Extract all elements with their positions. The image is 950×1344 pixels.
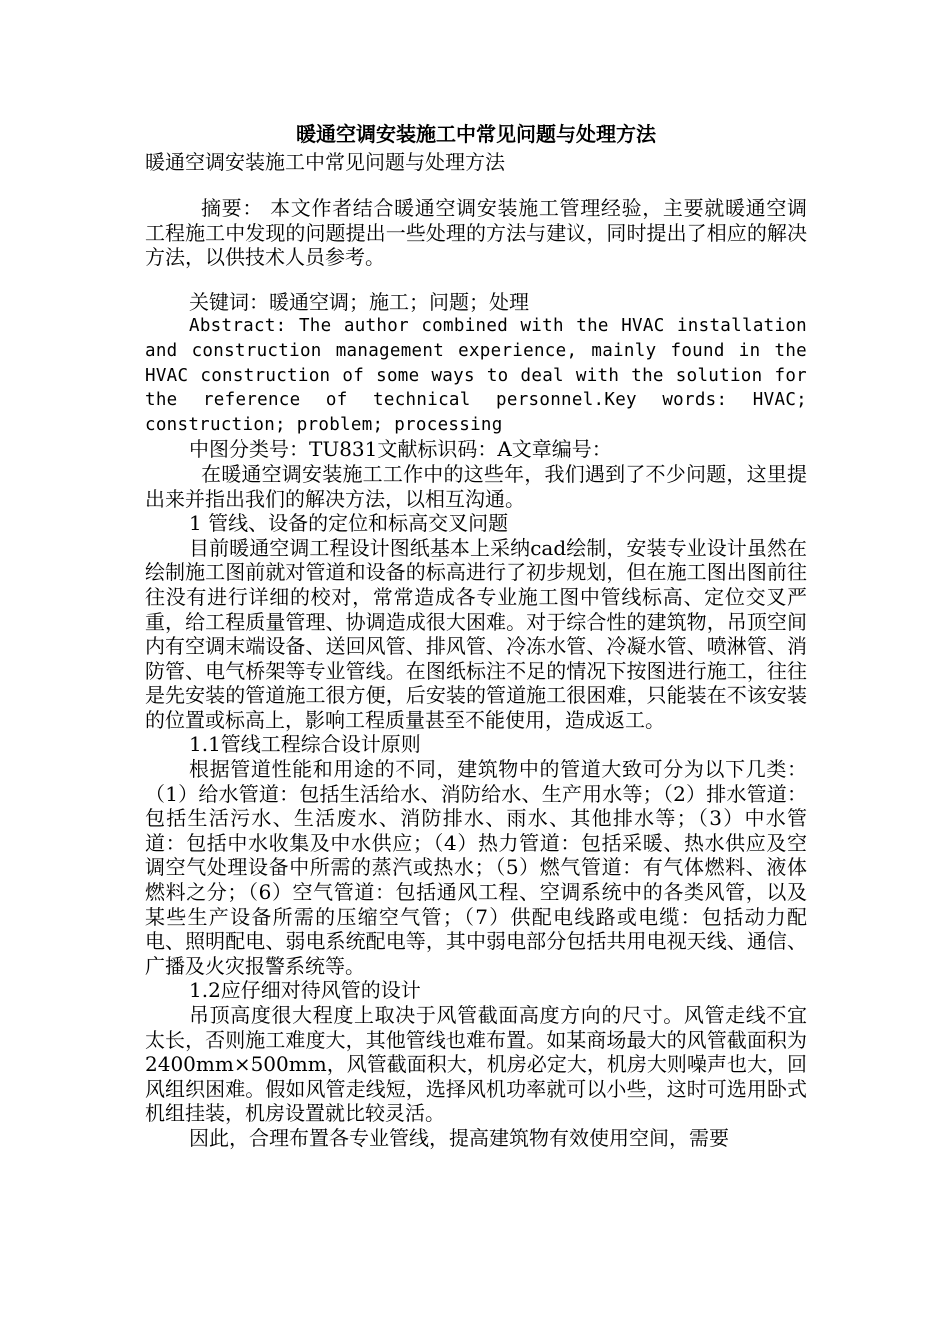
section-1-heading: 1 管线、设备的定位和标高交叉问题 [189, 511, 509, 536]
document-title: 暖通空调安装施工中常见问题与处理方法 [296, 122, 656, 146]
intro-paragraph: 在暖通空调安装施工工作中的这些年，我们遇到了不少问题，这里提出来并指出我们的解决方法，以相互沟通。 [145, 461, 807, 511]
section-1-2-heading: 1.2应仔细对待风管的设计 [189, 978, 421, 1003]
section-1-1-body: 根据管道性能和用途的不同，建筑物中的管道大致可分为以下几类：（1）给水管道：包括生活给水、消防给水、生产用水等；（2）排水管道：包括生活污水、生活废水、消防排水、雨水、其他排水等；（3）中水管道：包括中水收集及中水供应；（4）热力管道：包括采暖、热水供应及空调空气处理设备中所需的蒸汽或热水；（5）燃气管道：有气体燃料、液体燃料之分；（6）空气管道：包括通风工程、空调系统中的各类风管，以及某些生产设备所需的压缩空气管；（7）供配电线路或电缆：包括动力配电、照明配电、弱电系统配电等，其中弱电部分包括共用电视天线、通信、广播及火灾报警系统等。 [145, 757, 807, 978]
keywords-cn: 关键词：暖通空调；施工；问题；处理 [189, 289, 529, 314]
document-subtitle: 暖通空调安装施工中常见问题与处理方法 [145, 150, 505, 174]
classification-line: 中图分类号：TU831文献标识码：A文章编号： [189, 437, 612, 462]
section-1-body: 目前暖通空调工程设计图纸基本上采纳cad绘制，安装专业设计虽然在绘制施工图前就对管道和设备的标高进行了初步规划，但在施工图出图前往往没有进行详细的校对，常常造成各专业施工图中管线标高、定位交叉严重，给工程质量管理、协调造成很大困难。对于综合性的建筑物，吊顶空间内有空调末端设备、送回风管、排风管、冷冻水管、冷凝水管、喷淋管、消防管、电气桥架等专业管线。在图纸标注不足的情况下按图进行施工，往往是先安装的管道施工很方便，后安装的管道施工很困难，只能装在不该安装的位置或标高上，影响工程质量甚至不能使用，造成返工。 [145, 535, 807, 732]
section-1-1-heading: 1.1管线工程综合设计原则 [189, 732, 421, 757]
abstract-cn: 摘要： 本文作者结合暖通空调安装施工管理经验，主要就暖通空调工程施工中发现的问题提出一些处理的方法与建议，同时提出了相应的解决方法，以供技术人员参考。 [145, 196, 807, 270]
final-paragraph: 因此，合理布置各专业管线，提高建筑物有效使用空间，需要 [189, 1125, 729, 1150]
section-1-2-body: 吊顶高度很大程度上取决于风管截面高度方向的尺寸。风管走线不宜太长，否则施工难度大，其他管线也难布置。如某商场最大的风管截面积为2400mm×500mm，风管截面积大，机房必定大，机房大则噪声也大，回风组织困难。假如风管走线短，选择风机功率就可以小些，这时可选用卧式机组挂装，机房设置就比较灵活。 [145, 1003, 807, 1126]
abstract-en: Abstract: The author combined with the HVAC installation and construction management experience, mainly found in the HVAC construction of some ways to deal with the solution for the reference of technical personnel.Key words: HVAC; construction; problem; processing [145, 316, 807, 435]
document-page [145, 120, 807, 1151]
